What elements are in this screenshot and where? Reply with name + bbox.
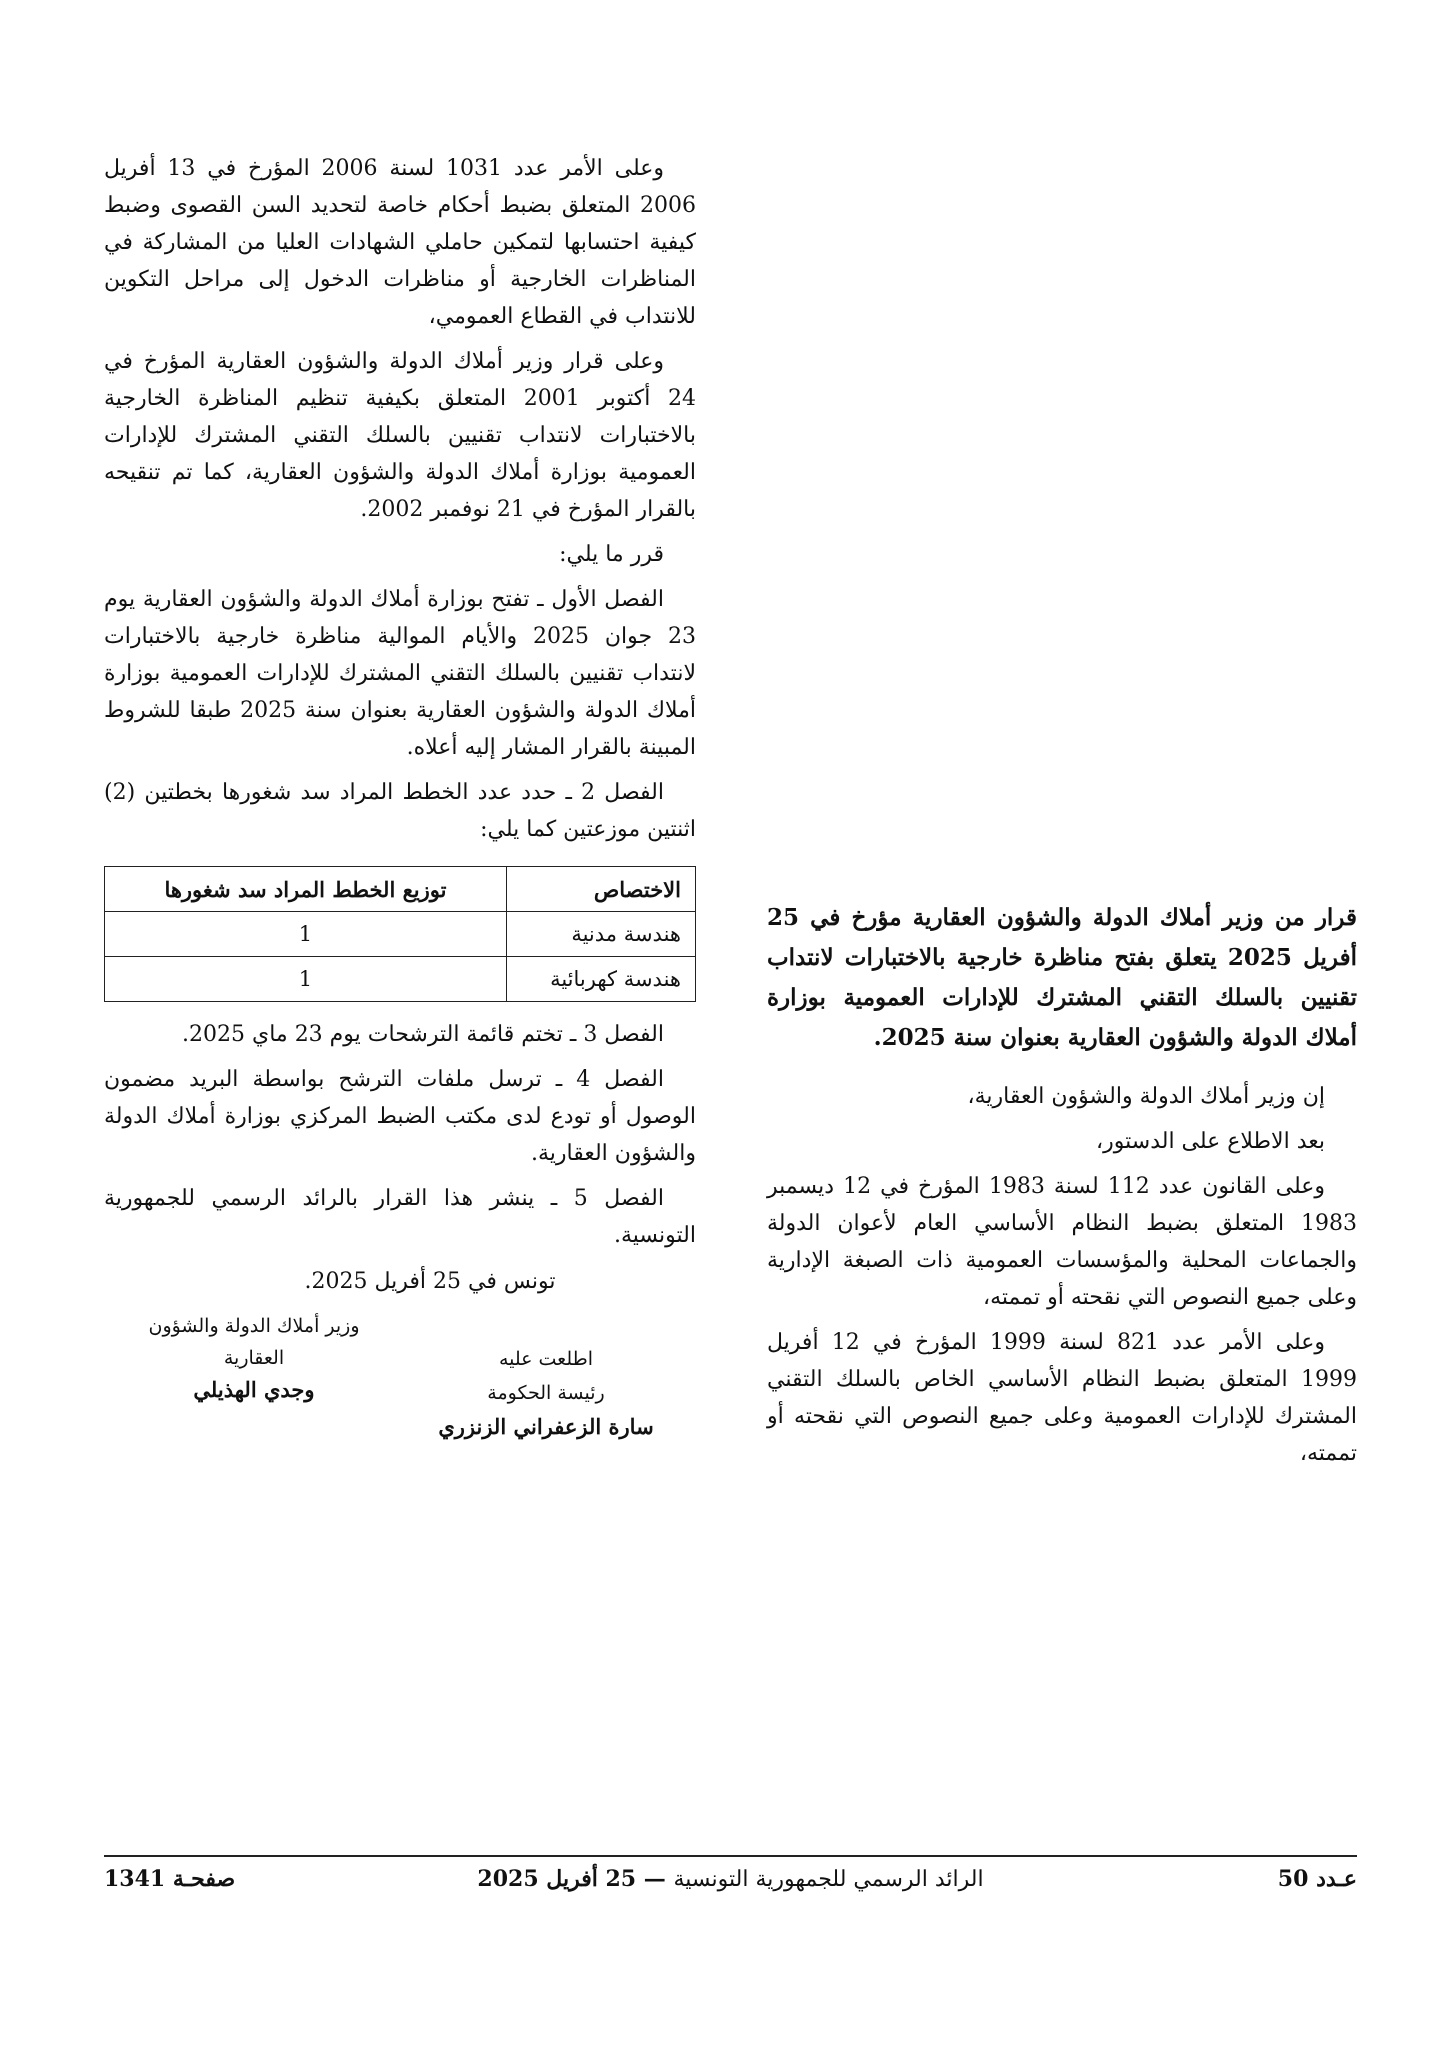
issue-number: عـدد 50 xyxy=(1277,1866,1357,1892)
journal-separator: — xyxy=(643,1866,666,1892)
place-date: تونس في 25 أفريل 2025. xyxy=(304,1269,556,1294)
cell-count: 1 xyxy=(105,912,507,957)
paragraph-article-4: الفصل 4 ـ ترسل ملفات الترشح بواسطة البريد مضمون الوصول أو تودع لدى مكتب الضبط المركزي بوزارة أملاك الدولة والشؤون العقارية. xyxy=(104,1067,696,1166)
table-header-row xyxy=(105,867,696,912)
paragraph-decree-1031: وعلى الأمر عدد 1031 لسنة 2006 المؤرخ في 13 أفريل 2006 المتعلق بضبط أحكام خاصة لتحديد السن القصوى وضبط كيفية احتسابها لتمكين حاملي الشهادات العليا من المشاركة في المناظرات الخارجية أو مناظرات الدخول إلى مراحل التكوين للانتداب في القطاع العمومي، xyxy=(104,156,696,329)
paragraph-article-5: الفصل 5 ـ ينشر هذا القرار بالرائد الرسمي للجمهورية التونسية. xyxy=(104,1186,696,1248)
signature-name: وجدي الهذيلي xyxy=(193,1377,315,1402)
paragraph-minister: إن وزير أملاك الدولة والشؤون العقارية، xyxy=(967,1084,1325,1109)
signature-minister xyxy=(104,1310,404,1406)
journal-name: الرائد الرسمي للجمهورية التونسية xyxy=(673,1867,984,1892)
page-number: صفحـة 1341 xyxy=(104,1866,236,1892)
cell-specialty: هندسة مدنية xyxy=(506,912,695,957)
paragraph-arrete-2001: وعلى قرار وزير أملاك الدولة والشؤون العقارية المؤرخ في 24 أكتوبر 2001 المتعلق بكيفية تنظيم المناظرة الخارجية بالاختبارات لانتداب تقنيين بالسلك التقني المشترك للإدارات العمومية بوزارة أملاك الدولة والشؤون العقارية، كما تم تنقيحه بالقرار المؤرخ في 21 نوفمبر 2002. xyxy=(104,349,697,522)
decision-heading: قرار من وزير أملاك الدولة والشؤون العقارية مؤرخ في 25 أفريل 2025 يتعلق بفتح مناظرة خارجية بالاختبارات لانتداب تقنيين بالسلك التقني المشترك للإدارات العمومية بوزارة أملاك الدولة والشؤون العقارية بعنوان سنة 2025. xyxy=(767,904,1358,1051)
paragraph-article-2: الفصل 2 ـ حدد عدد الخطط المراد سد شغورها بخطتين (2) اثنتين موزعتين كما يلي: xyxy=(104,780,696,842)
page-footer xyxy=(104,1866,1357,1902)
paragraph-article-1: الفصل الأول ـ تفتح بوزارة أملاك الدولة والشؤون العقارية يوم 23 جوان 2025 والأيام الموالية مناظرة خارجية بالاختبارات لانتداب تقنيين بالسلك التقني المشترك للإدارات العمومية بوزارة أملاك الدولة والشؤون العقارية بعنوان سنة 2025 طبقا للشروط المبينة بالقرار المشار إليه أعلاه. xyxy=(104,587,696,760)
table-row xyxy=(105,957,696,1002)
paragraph-law-112: وعلى القانون عدد 112 لسنة 1983 المؤرخ في 12 ديسمبر 1983 المتعلق بضبط النظام الأساسي العام لأعوان الدولة والجماعات المحلية والمؤسسات العمومية ذات الصبغة الإدارية وعلى جميع النصوص التي نقحته أو تممته، xyxy=(767,1174,1357,1310)
paragraph-article-3: الفصل 3 ـ تختم قائمة الترشحات يوم 23 ماي 2025. xyxy=(181,1022,664,1047)
signature-title-line-2: العقارية xyxy=(223,1347,285,1369)
signature-name: سارة الزعفراني الزنزري xyxy=(438,1414,654,1439)
journal-line xyxy=(104,1866,1357,1892)
signature-seen-label: اطلعت عليه xyxy=(498,1348,594,1370)
signature-head-of-government xyxy=(396,1310,696,1444)
left-column xyxy=(104,150,696,1470)
signature-title: رئيسة الحكومة xyxy=(487,1382,605,1404)
paragraph-decree-821: وعلى الأمر عدد 821 لسنة 1999 المؤرخ في 12 أفريل 1999 المتعلق بضبط النظام الأساسي الخاص بالسلك التقني المشترك للإدارات العمومية وعلى جميع النصوص التي نقحته أو تممته، xyxy=(767,1330,1357,1466)
signature-title-line-1: وزير أملاك الدولة والشؤون xyxy=(148,1315,360,1337)
footer-divider xyxy=(104,1855,1357,1857)
table-row xyxy=(105,912,696,957)
right-column xyxy=(767,898,1357,1480)
journal-date: 25 أفريل 2025 xyxy=(477,1866,637,1892)
cell-specialty: هندسة كهربائية xyxy=(506,957,695,1002)
header-specialty: الاختصاص xyxy=(506,867,695,912)
posts-table xyxy=(104,866,696,1002)
paragraph-constitution: بعد الاطلاع على الدستور، xyxy=(1096,1129,1325,1154)
paragraph-decision-intro: قرر ما يلي: xyxy=(559,542,664,567)
signature-block xyxy=(104,1310,696,1470)
header-distribution: توزيع الخطط المراد سد شغورها xyxy=(105,867,507,912)
cell-count: 1 xyxy=(105,957,507,1002)
